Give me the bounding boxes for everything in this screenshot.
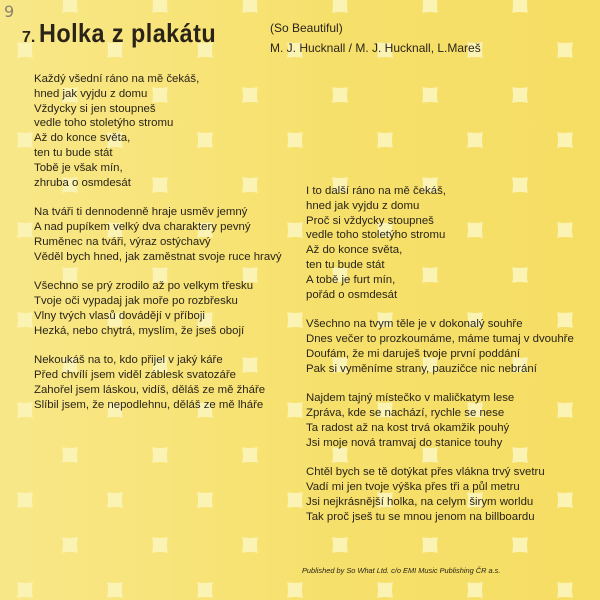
lyric-line: Doufám, že mi daruješ tvoje první poddání [306, 347, 521, 360]
lyric-line: Zahořel jsem láskou, vidíš, děláš ze mě žháře [34, 383, 266, 396]
song-title: Holka z plakátu [39, 18, 217, 48]
lyric-line: pořád o osmdesát [306, 288, 398, 301]
lyric-line: A nad pupíkem velký dva charaktery pevný [34, 220, 251, 233]
lyric-line: Slíbil jsem, že nepodlehnu, děláš ze mě lháře [34, 398, 264, 411]
lyrics-right-column [306, 184, 574, 539]
lyric-line: I to další ráno na mě čekáš, [306, 185, 446, 197]
lyric-line: Zpráva, kde se nachází, rychle se nese [306, 406, 505, 419]
lyric-line: Vlny tvých vlasů dovádějí v příboji [34, 309, 205, 322]
lyric-line: hned jak vyjdu z domu [306, 199, 420, 212]
lyric-line: Ruměnec na tváři, výraz ostýchavý [34, 235, 211, 248]
song-heading [22, 18, 236, 49]
lyric-line: Chtěl bych se tě dotýkat přes vlákna trvý svetru [306, 466, 545, 479]
stanza [306, 391, 574, 450]
track-number: 7. [22, 29, 36, 46]
lyric-line: Všechno na tvym těle je v dokonalý souhře [306, 318, 523, 331]
lyric-line: Tvoje oči vypadaj jak moře po rozbřesku [34, 294, 238, 307]
lyric-line: Každý všední ráno na mě čekáš, [34, 73, 200, 85]
stanza [34, 279, 282, 338]
original-title: (So Beautiful) [270, 21, 343, 35]
lyric-line: A tobě je furt mín, [306, 273, 396, 286]
lyric-line: Ta radost až na kost trvá okamžik pouhý [306, 421, 510, 434]
lyric-line: Jsi moje nová tramvaj do stanice touhy [306, 436, 503, 449]
lyric-line: Pak si vyměníme strany, pauzičce nic nebrání [306, 362, 537, 375]
lyric-line: Na tváři ti dennodenně hraje usměv jemný [34, 206, 248, 219]
lyric-line: Tak proč jseš tu se mnou jenom na billboardu [306, 510, 535, 523]
authors: M. J. Hucknall / M. J. Hucknall, L.Mareš [270, 41, 481, 55]
lyric-line: Najdem tajný místečko v maličkatym lese [306, 392, 515, 405]
lyric-line: ten tu bude stát [306, 258, 385, 271]
stanza [34, 353, 282, 412]
lyric-line: Vždycky si jen stoupneš [34, 102, 156, 115]
lyric-line: Před chvílí jsem viděl záblesk svatozáře [34, 368, 236, 381]
lyric-line: vedle toho stoletýho stromu [306, 229, 446, 242]
lyric-line: Až do konce světa, [306, 244, 403, 257]
lyric-line: Až do konce světa, [34, 132, 131, 145]
lyric-line: vedle toho stoletýho stromu [34, 117, 174, 130]
stanza [34, 205, 282, 264]
stanza [306, 184, 574, 302]
lyric-line: Všechno se prý zrodilo až po velkym třesku [34, 280, 254, 293]
page-mark: 9 [4, 2, 15, 21]
lyric-line: Dnes večer to prozkoumáme, máme tumaj v dvouhře [306, 332, 574, 345]
lyric-line: Tobě je však mín, [34, 161, 123, 174]
lyric-line: Nekoukáš na to, kdo přijel v jaký káře [34, 354, 223, 367]
lyric-line: Vadí mi jen tvoje výška přes tři a půl metru [306, 480, 520, 493]
lyric-line: Jsi nejkrásnější holka, na celym širym worldu [306, 495, 534, 508]
stanza [306, 465, 574, 524]
lyric-line: zhruba o osmdesát [34, 176, 131, 189]
publisher-credit: Published by So What Ltd. c/o EMI Music Publishing ČR a.s. [302, 566, 501, 575]
lyric-line: Věděl bych hned, jak zaměstnat svoje ruce hravý [34, 250, 282, 263]
stanza [34, 72, 282, 190]
lyric-line: hned jak vyjdu z domu [34, 87, 148, 100]
lyric-line: Proč si vždycky stoupneš [306, 214, 434, 227]
lyrics-left-column [34, 72, 282, 427]
song-credits [270, 18, 481, 58]
lyric-line: ten tu bude stát [34, 146, 113, 159]
lyric-line: Hezká, nebo chytrá, myslím, že jseš obojí [34, 324, 245, 337]
stanza [306, 317, 574, 376]
